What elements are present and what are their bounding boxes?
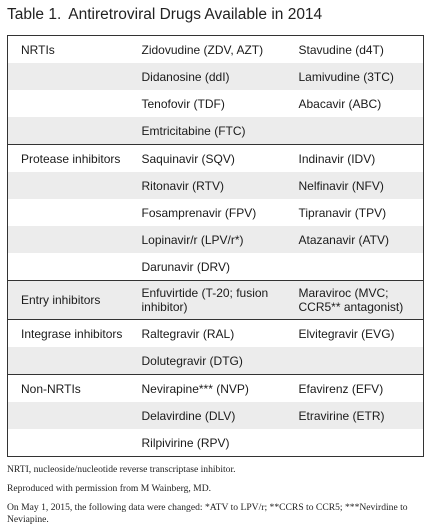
drug-cell-second bbox=[292, 347, 424, 375]
table-row bbox=[8, 117, 424, 145]
table-notes bbox=[7, 464, 427, 526]
drug-cell-first: Dolutegravir (DTG) bbox=[135, 347, 292, 375]
table-row bbox=[8, 63, 424, 90]
table-row bbox=[8, 90, 424, 117]
table-caption: Antiretroviral Drugs Available in 2014 bbox=[68, 6, 323, 23]
drug-cell-first: Darunavir (DRV) bbox=[141, 259, 230, 274]
table-row bbox=[8, 36, 424, 64]
drug-cell-second bbox=[292, 429, 424, 457]
table-row bbox=[8, 429, 424, 457]
drug-cell-first: Enfuvirtide (T-20; fusion inhibitor) bbox=[135, 281, 292, 320]
footnote-changes: On May 1, 2015, the following data were changed: *ATV to LPV/r; **CCRS to CCR5; ***Nevirdine to Neviapine. bbox=[7, 502, 408, 525]
drug-cell-first: Emtricitabine (FTC) bbox=[135, 117, 292, 145]
table-row bbox=[8, 347, 424, 375]
table-row bbox=[8, 226, 424, 253]
drug-cell-second: Elvitegravir (EVG) bbox=[292, 320, 424, 348]
drug-cell-second: Indinavir (IDV) bbox=[292, 145, 424, 173]
table-row bbox=[8, 253, 424, 281]
drug-class-cell: Non-NRTIs bbox=[8, 375, 135, 403]
drug-class-cell bbox=[8, 117, 135, 145]
drug-cell-second: Efavirenz (EFV) bbox=[292, 375, 424, 403]
drug-cell-second bbox=[292, 117, 424, 145]
table-row bbox=[8, 375, 424, 403]
drug-cell-first: Raltegravir (RAL) bbox=[135, 320, 292, 348]
footnote-permission: Reproduced with permission from M Wainberg, MD. bbox=[7, 483, 212, 494]
drug-cell-second: Atazanavir (ATV) bbox=[292, 226, 424, 253]
drug-cell-first: Zidovudine (ZDV, AZT) bbox=[141, 42, 264, 57]
drug-class-cell bbox=[8, 429, 135, 457]
table-row bbox=[8, 320, 424, 348]
drug-cell-second: Abacavir (ABC) bbox=[298, 96, 382, 111]
drug-class-cell: NRTIs bbox=[21, 42, 55, 57]
drug-cell-first: Rilpivirine (RPV) bbox=[141, 435, 230, 450]
drug-cell-first: Lopinavir/r (LPV/r*) bbox=[135, 226, 292, 253]
drug-class-cell: Entry inhibitors bbox=[8, 281, 135, 320]
drug-class-cell bbox=[8, 226, 135, 253]
drug-cell-first: Tenofovir (TDF) bbox=[141, 96, 225, 111]
drug-class-cell bbox=[8, 347, 135, 375]
drug-cell-second: Tipranavir (TPV) bbox=[298, 205, 387, 220]
table-row bbox=[8, 199, 424, 226]
drug-cell-first: Saquinavir (SQV) bbox=[135, 145, 292, 173]
drug-class-cell: Protease inhibitors bbox=[8, 145, 135, 173]
table-number: Table 1. bbox=[7, 6, 62, 23]
drug-class-cell: Integrase inhibitors bbox=[8, 320, 135, 348]
footnote-abbreviation: NRTI, nucleoside/nucleotide reverse transcriptase inhibitor. bbox=[7, 464, 236, 475]
drug-cell-second bbox=[292, 253, 424, 281]
table-title bbox=[7, 6, 322, 24]
drug-cell-first: Ritonavir (RTV) bbox=[135, 172, 292, 199]
drug-class-cell bbox=[8, 253, 135, 281]
drug-cell-second: Etravirine (ETR) bbox=[292, 402, 424, 429]
table-row bbox=[8, 281, 424, 320]
table-row bbox=[8, 145, 424, 173]
drug-cell-second: Maraviroc (MVC; CCR5** antagonist) bbox=[292, 281, 424, 320]
drug-cell-second: Lamivudine (3TC) bbox=[292, 63, 424, 90]
table-body bbox=[8, 36, 424, 457]
drug-class-cell bbox=[8, 172, 135, 199]
drug-cell-second: Nelfinavir (NFV) bbox=[292, 172, 424, 199]
antiretroviral-table bbox=[7, 35, 424, 457]
drug-cell-second: Stavudine (d4T) bbox=[298, 42, 384, 57]
drug-cell-first: Delavirdine (DLV) bbox=[135, 402, 292, 429]
drug-cell-first: Didanosine (ddI) bbox=[135, 63, 292, 90]
table-row bbox=[8, 172, 424, 199]
drug-class-cell bbox=[8, 199, 135, 226]
drug-cell-first: Fosamprenavir (FPV) bbox=[141, 205, 257, 220]
drug-cell-first: Nevirapine*** (NVP) bbox=[135, 375, 292, 403]
drug-class-cell bbox=[8, 63, 135, 90]
table-row bbox=[8, 402, 424, 429]
drug-class-cell bbox=[8, 402, 135, 429]
drug-class-cell bbox=[8, 90, 135, 117]
